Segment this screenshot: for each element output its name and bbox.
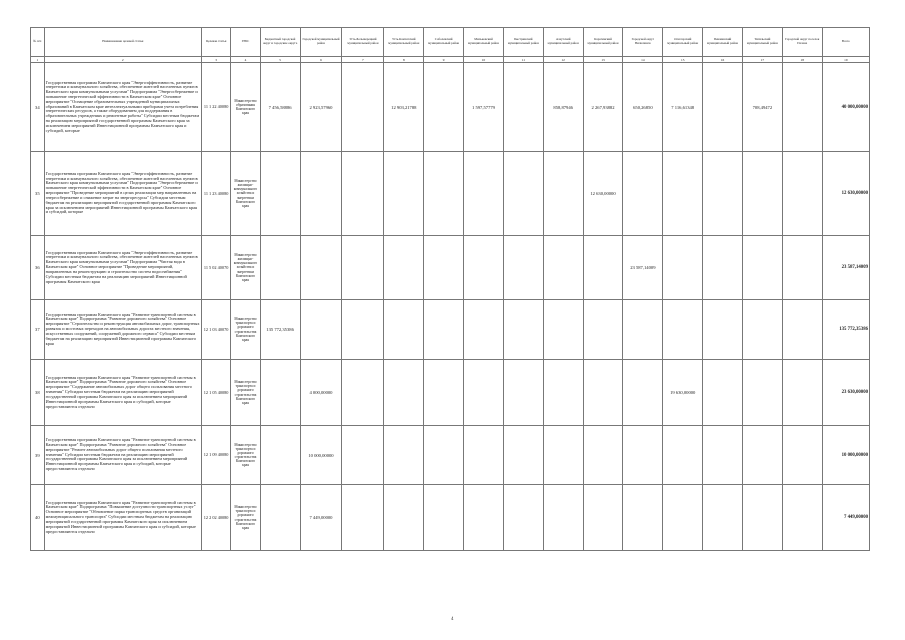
column-index: 13 [583,57,623,63]
column-index: 5 [260,57,300,63]
amount-cell [782,360,822,426]
column-index: 1 [31,57,45,63]
amount-cell [260,236,300,300]
amount-cell [663,426,703,485]
amount-cell [384,152,424,236]
total-cell: 23 630,00000 [822,360,869,426]
amount-cell: 650,26850 [623,63,663,152]
amount-cell: 708,49472 [742,63,782,152]
amount-cell [742,426,782,485]
column-index: 6 [300,57,342,63]
column-header: Усть-Камчатский муниципальный район [384,28,424,57]
amount-cell [503,236,543,300]
row-title: Государственная программа Камчатского края "Развитие транспортной системы в Камчатском крае" Подпрограмма "Развитие дорожного хозяйства" Основное мероприятие "Ремонт автомобильных дорог общего пользования местного значения" Субсидии местным бюджетам на реализацию мероприятий государственной программы Камчатского края за исключением мероприятий Инвестиционной программы Камчатского края и субсидий, которые предоставляются отдельно [44,426,201,485]
amount-cell [663,300,703,360]
column-header: Городской округ Вилючинск [623,28,663,57]
amount-cell [342,63,384,152]
amount-cell [583,485,623,551]
page-number: 4 [451,617,454,622]
row-title: Государственная программа Камчатского края "Развитие транспортной системы в Камчатском крае" Подпрограмма "Повышение доступности транспортных услуг" Основное мероприятие "Обновление парка транспортных средств организаций межмуниципального транспорта" Субсидии местным бюджетам на реализацию мероприятий государственной программы Камчатского края за исключением мероприятий Инвестиционной программы Камчатского края и субсидий, которые предоставляются отдельно [44,485,201,551]
amount-cell: 7 456,58886 [260,63,300,152]
table-row [31,360,870,426]
table-row [31,236,870,300]
target-code: 12 1 03 40070 [201,300,230,360]
amount-cell [782,63,822,152]
header-row [31,28,870,57]
amount-cell [543,485,583,551]
amount-cell [543,360,583,426]
amount-cell: 12 903,21788 [384,63,424,152]
column-index: 11 [503,57,543,63]
amount-cell [464,485,504,551]
amount-cell [464,236,504,300]
amount-cell: 7 116,61348 [663,63,703,152]
amount-cell: 10 000,00000 [300,426,342,485]
amount-cell [663,152,703,236]
row-number: 39 [31,426,45,485]
amount-cell [782,300,822,360]
amount-cell [623,360,663,426]
column-index: 10 [464,57,504,63]
column-header: Олюторский муниципальный район [663,28,703,57]
column-index: 16 [703,57,743,63]
column-header: Целевая статья [201,28,230,57]
table-row [31,152,870,236]
row-number: 35 [31,152,45,236]
amount-cell [300,300,342,360]
total-cell: 23 587,14009 [822,236,869,300]
amount-cell [742,360,782,426]
amount-cell [342,360,384,426]
total-cell: 135 772,35386 [822,300,869,360]
amount-cell [300,236,342,300]
amount-cell [583,426,623,485]
row-number: 40 [31,485,45,551]
amount-cell: 23 587,14009 [623,236,663,300]
amount-cell [464,426,504,485]
amount-cell [300,152,342,236]
amount-cell [742,152,782,236]
column-header: Мильковский муниципальный район [464,28,504,57]
grbs-name: Министерство жилищно-коммунального хозяйства и энергетики Камчатского края [231,152,260,236]
column-header: Всего [822,28,869,57]
amount-cell [342,426,384,485]
amount-cell [663,236,703,300]
grbs-name: Министерство жилищно-коммунального хозяйства и энергетики Камчатского края [231,236,260,300]
row-title: Государственная программа Камчатского края "Развитие транспортной системы в Камчатском крае" Подпрограмма "Развитие дорожного хозяйства" Основное мероприятие "Содержание автомобильных дорог общего пользования местного значения" Субсидии местным бюджетам на реализацию мероприятий государственной программы Камчатского края за исключением мероприятий Инвестиционной программы Камчатского края и субсидий, которые предоставляются отдельно [44,360,201,426]
target-code: 12 1 09 40080 [201,426,230,485]
amount-cell [503,485,543,551]
amount-cell [503,426,543,485]
amount-cell: 2 267,93882 [583,63,623,152]
row-title: Государственная программа Камчатского края "Энергоэффективность, развитие энергетики и коммунального хозяйства, обеспечение жителей населенных пунктов Камчатского края коммунальными услугами" Подпрограмма "Чистая вода в Камчатском крае" Основное мероприятие "Проведение мероприятий, направленных на реконструкцию и строительство систем водоснабжения" Субсидии местным бюджетам на реализацию мероприятий Инвестиционной программы Камчатского края [44,236,201,300]
amount-cell [503,63,543,152]
amount-cell [663,485,703,551]
amount-cell: 7 449,00000 [300,485,342,551]
total-cell: 40 000,00000 [822,63,869,152]
grbs-name: Министерство транспорта и дорожного строительства Камчатского края [231,426,260,485]
amount-cell [424,426,464,485]
amount-cell [782,236,822,300]
row-title: Государственная программа Камчатского края "Энергоэффективность, развитие энергетики и коммунального хозяйства, обеспечение жителей населенных пунктов Камчатского края коммунальными услугами" Подпрограмма "Энергосбережение и повышение энергетической эффективности в Камчатском крае" Основное мероприятие "Проведение мероприятий в целях реализации мер направленных на энергосбережение и снижение затрат на энергоресурсы" Субсидии местным бюджетам на реализацию мероприятий государственной программы Камчатского края за исключением мероприятий Инвестиционной программы Камчатского края и субсидий, которые [44,152,201,236]
target-code: 11 5 02 40070 [201,236,230,300]
column-index: 9 [424,57,464,63]
grbs-name: Министерство образования Камчатского края [231,63,260,152]
amount-cell [543,426,583,485]
column-index: 2 [44,57,201,63]
budget-table [30,27,870,551]
column-index: 4 [231,57,260,63]
column-index: 17 [742,57,782,63]
column-header: Бюджетный городской округ и городские округа [260,28,300,57]
column-header: Усть-Большерецкий муниципальный район [342,28,384,57]
amount-cell [703,152,743,236]
amount-cell [260,426,300,485]
amount-cell [703,63,743,152]
amount-cell: 2 923,57960 [300,63,342,152]
column-index: 7 [342,57,384,63]
column-index: 14 [623,57,663,63]
target-code: 12 2 02 40080 [201,485,230,551]
amount-cell [703,300,743,360]
column-header: Быстринский муниципальный район [503,28,543,57]
amount-cell [623,300,663,360]
column-header: Городской округ поселок Палана [782,28,822,57]
table-row [31,426,870,485]
amount-cell [384,485,424,551]
amount-cell [424,236,464,300]
total-cell: 10 000,00000 [822,426,869,485]
amount-cell [623,152,663,236]
table-body [31,63,870,551]
amount-cell [623,426,663,485]
column-header: Наименование целевой статьи [44,28,201,57]
amount-cell [543,300,583,360]
amount-cell [424,485,464,551]
amount-cell [503,152,543,236]
amount-cell [742,236,782,300]
amount-cell [424,300,464,360]
table-row [31,63,870,152]
amount-cell [503,360,543,426]
amount-cell [583,300,623,360]
amount-cell [384,360,424,426]
grbs-name: Министерство транспорта и дорожного строительства Камчатского края [231,485,260,551]
amount-cell [342,485,384,551]
amount-cell [782,485,822,551]
row-title: Государственная программа Камчатского края "Энергоэффективность, развитие энергетики и коммунального хозяйства, обеспечение жителей населенных пунктов Камчатского края коммунальными услугами" Подпрограмма "Энергосбережение и повышение энергетической эффективности в Камчатском крае" Основное мероприятие "Оснащение образовательных учреждений муниципальных образований в Камчатском крае интеллектуальными приборами учета потребления энергетических ресурсов, а также оборудованием для поддержания в образовательных учреждениях и ремонтные работы" Субсидии местным бюджетам на реализацию мероприятий государственной программы Камчатского края за исключением мероприятий Инвестиционной программы Камчатского края и субсидий, которые [44,63,201,152]
row-title: Государственная программа Камчатского края "Развитие транспортной системы в Камчатском крае" Подпрограмма "Развитие дорожного хозяйства" Основное мероприятие "Строительство и реконструкция автомобильных дорог, транспортных развязок и мостовых переходов на автомобильных дорогах местного значения, искусственных сооружений, сооружений дорожного сервиса" Субсидии местным бюджетам на реализацию мероприятий Инвестиционной программы Камчатского края [44,300,201,360]
amount-cell [260,360,300,426]
amount-cell [623,485,663,551]
amount-cell [342,300,384,360]
amount-cell [543,236,583,300]
amount-cell: 135 772,35386 [260,300,300,360]
row-number: 34 [31,63,45,152]
total-cell: 12 630,00000 [822,152,869,236]
amount-cell [583,360,623,426]
table-row [31,300,870,360]
column-header: Алеутский муниципальный район [543,28,583,57]
amount-cell: 12 630,00000 [583,152,623,236]
amount-cell: 1 597,57779 [464,63,504,152]
column-header: ГРБС [231,28,260,57]
amount-cell [464,360,504,426]
column-index: 18 [782,57,822,63]
amount-cell [543,152,583,236]
row-number: 36 [31,236,45,300]
column-index: 12 [543,57,583,63]
amount-cell [703,485,743,551]
column-index: 15 [663,57,703,63]
column-index: 3 [201,57,230,63]
amount-cell [260,485,300,551]
amount-cell: 858,87946 [543,63,583,152]
total-cell: 7 449,00000 [822,485,869,551]
column-index: 19 [822,57,869,63]
amount-cell [384,426,424,485]
column-header: Тигильский муниципальный район [742,28,782,57]
amount-cell [742,300,782,360]
amount-cell [464,300,504,360]
amount-cell [703,236,743,300]
amount-cell [503,300,543,360]
target-code: 11 1 22 40080 [201,63,230,152]
grbs-name: Министерство транспорта и дорожного строительства Камчатского края [231,360,260,426]
amount-cell [260,152,300,236]
column-header: Городской муниципальный район [300,28,342,57]
amount-cell [384,300,424,360]
amount-cell [703,360,743,426]
target-code: 12 1 05 40080 [201,360,230,426]
grbs-name: Министерство транспорта и дорожного строительства Камчатского края [231,300,260,360]
amount-cell: 19 630,00000 [663,360,703,426]
row-number: 38 [31,360,45,426]
amount-cell [342,152,384,236]
amount-cell [742,485,782,551]
column-index: 8 [384,57,424,63]
amount-cell [384,236,424,300]
column-header: Карагинский муниципальный район [583,28,623,57]
amount-cell [782,426,822,485]
amount-cell [782,152,822,236]
amount-cell [424,360,464,426]
amount-cell [424,152,464,236]
table-row [31,485,870,551]
amount-cell [424,63,464,152]
column-header: Соболевский муниципальный район [424,28,464,57]
row-number: 37 [31,300,45,360]
amount-cell [583,236,623,300]
column-header: № п/п [31,28,45,57]
target-code: 11 1 23 40080 [201,152,230,236]
amount-cell: 4 000,00000 [300,360,342,426]
amount-cell [342,236,384,300]
amount-cell [703,426,743,485]
column-header: Пенжинский муниципальный район [703,28,743,57]
amount-cell [464,152,504,236]
